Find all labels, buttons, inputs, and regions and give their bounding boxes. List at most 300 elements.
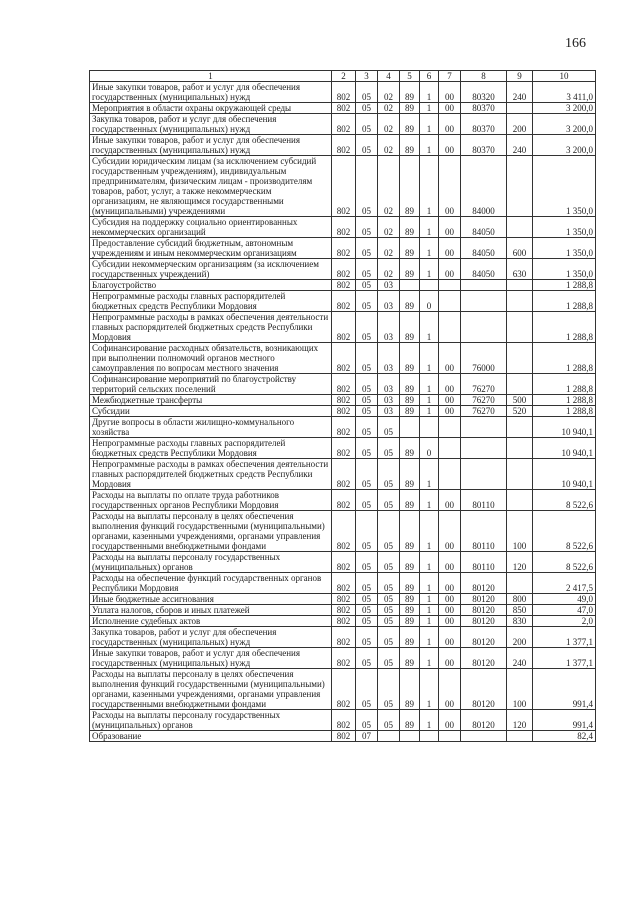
direction-code-cell: 80370 (461, 103, 507, 114)
amount-cell: 1 288,8 (533, 312, 596, 343)
subprogram-code-cell: 1 (420, 395, 439, 406)
row-description: Субсидии некоммерческим организациям (за исключением государственных учреждений) (90, 259, 332, 280)
program-code-cell: 89 (400, 605, 420, 616)
section-code-cell: 05 (356, 259, 378, 280)
subsection-code-cell: 05 (378, 605, 400, 616)
direction-code-cell: 80120 (461, 710, 507, 731)
event-code-cell: 00 (439, 669, 461, 710)
program-code-cell: 89 (400, 374, 420, 395)
row-description: Расходы на выплаты персоналу в целях обеспечения выполнения функций государственными (муниципальными) органами, казенными учреждениями, органами управления государственными внебюджетными фондами (90, 511, 332, 552)
subsection-code-cell: 05 (378, 459, 400, 490)
program-code-cell: 89 (400, 291, 420, 312)
budget-table (89, 70, 596, 742)
admin-code-cell: 802 (332, 395, 356, 406)
event-code-cell: 00 (439, 103, 461, 114)
amount-cell: 8 522,6 (533, 552, 596, 573)
event-code-cell: 00 (439, 156, 461, 217)
amount-cell: 1 350,0 (533, 259, 596, 280)
event-code-cell (439, 312, 461, 343)
event-code-cell: 00 (439, 511, 461, 552)
program-code-cell: 89 (400, 238, 420, 259)
subprogram-code-cell: 1 (420, 217, 439, 238)
column-header: 4 (378, 71, 400, 82)
subsection-code-cell: 02 (378, 238, 400, 259)
event-code-cell: 00 (439, 594, 461, 605)
section-code-cell: 05 (356, 291, 378, 312)
table-row (90, 406, 596, 417)
row-description: Иные закупки товаров, работ и услуг для обеспечения государственных (муниципальных) нужд (90, 135, 332, 156)
table-body (90, 82, 596, 742)
subprogram-code-cell: 1 (420, 648, 439, 669)
row-description: Межбюджетные трансферты (90, 395, 332, 406)
event-code-cell: 00 (439, 217, 461, 238)
section-code-cell: 05 (356, 103, 378, 114)
event-code-cell (439, 438, 461, 459)
section-code-cell: 05 (356, 374, 378, 395)
direction-code-cell: 80120 (461, 594, 507, 605)
direction-code-cell: 76270 (461, 395, 507, 406)
expense-type-code-cell: 850 (507, 605, 533, 616)
section-code-cell: 05 (356, 417, 378, 438)
direction-code-cell: 80120 (461, 616, 507, 627)
row-description: Непрограммные расходы главных распорядителей бюджетных средств Республики Мордовия (90, 438, 332, 459)
program-code-cell: 89 (400, 343, 420, 374)
section-code-cell: 05 (356, 459, 378, 490)
amount-cell: 49,0 (533, 594, 596, 605)
table-row (90, 669, 596, 710)
section-code-cell: 05 (356, 616, 378, 627)
page-number: 166 (565, 36, 586, 51)
event-code-cell (439, 280, 461, 291)
expense-type-code-cell: 240 (507, 648, 533, 669)
direction-code-cell: 80120 (461, 669, 507, 710)
subprogram-code-cell: 1 (420, 669, 439, 710)
expense-type-code-cell: 100 (507, 669, 533, 710)
admin-code-cell: 802 (332, 343, 356, 374)
row-description: Исполнение судебных актов (90, 616, 332, 627)
subprogram-code-cell: 1 (420, 103, 439, 114)
section-code-cell: 05 (356, 114, 378, 135)
section-code-cell: 05 (356, 710, 378, 731)
expense-type-code-cell (507, 291, 533, 312)
subsection-code-cell: 05 (378, 438, 400, 459)
subsection-code-cell: 02 (378, 217, 400, 238)
admin-code-cell: 802 (332, 594, 356, 605)
amount-cell: 10 940,1 (533, 459, 596, 490)
row-description: Образование (90, 731, 332, 742)
event-code-cell: 00 (439, 114, 461, 135)
section-code-cell: 05 (356, 669, 378, 710)
direction-code-cell: 76270 (461, 406, 507, 417)
program-code-cell: 89 (400, 406, 420, 417)
subsection-code-cell: 05 (378, 710, 400, 731)
table-row (90, 291, 596, 312)
section-code-cell: 05 (356, 594, 378, 605)
table-row (90, 459, 596, 490)
row-description: Софинансирование мероприятий по благоустройству территорий сельских поселений (90, 374, 332, 395)
subprogram-code-cell: 1 (420, 312, 439, 343)
subprogram-code-cell: 1 (420, 627, 439, 648)
direction-code-cell: 80120 (461, 627, 507, 648)
section-code-cell: 05 (356, 343, 378, 374)
direction-code-cell: 80370 (461, 114, 507, 135)
program-code-cell: 89 (400, 573, 420, 594)
table-row (90, 103, 596, 114)
row-description: Предоставление субсидий бюджетным, автономным учреждениям и иным некоммерческим организациям (90, 238, 332, 259)
table-row (90, 82, 596, 103)
event-code-cell: 00 (439, 395, 461, 406)
admin-code-cell: 802 (332, 217, 356, 238)
row-description: Непрограммные расходы главных распорядителей бюджетных средств Республики Мордовия (90, 291, 332, 312)
program-code-cell: 89 (400, 135, 420, 156)
column-header: 6 (420, 71, 439, 82)
amount-cell: 1 288,8 (533, 395, 596, 406)
program-code-cell (400, 280, 420, 291)
direction-code-cell (461, 438, 507, 459)
direction-code-cell: 76000 (461, 343, 507, 374)
expense-type-code-cell: 200 (507, 627, 533, 648)
admin-code-cell: 802 (332, 573, 356, 594)
admin-code-cell: 802 (332, 605, 356, 616)
amount-cell: 3 200,0 (533, 114, 596, 135)
subprogram-code-cell: 1 (420, 406, 439, 417)
expense-type-code-cell (507, 490, 533, 511)
subprogram-code-cell: 0 (420, 438, 439, 459)
subprogram-code-cell: 1 (420, 135, 439, 156)
admin-code-cell: 802 (332, 459, 356, 490)
direction-code-cell: 80370 (461, 135, 507, 156)
section-code-cell: 05 (356, 511, 378, 552)
expense-type-code-cell (507, 459, 533, 490)
expense-type-code-cell: 520 (507, 406, 533, 417)
section-code-cell: 05 (356, 135, 378, 156)
direction-code-cell: 80120 (461, 648, 507, 669)
amount-cell: 10 940,1 (533, 438, 596, 459)
table-row (90, 594, 596, 605)
expense-type-code-cell: 600 (507, 238, 533, 259)
expense-type-code-cell (507, 374, 533, 395)
admin-code-cell: 802 (332, 156, 356, 217)
subprogram-code-cell: 1 (420, 343, 439, 374)
amount-cell: 8 522,6 (533, 511, 596, 552)
table-row (90, 280, 596, 291)
direction-code-cell (461, 459, 507, 490)
column-header: 10 (533, 71, 596, 82)
program-code-cell: 89 (400, 669, 420, 710)
direction-code-cell (461, 280, 507, 291)
table-row (90, 573, 596, 594)
expense-type-code-cell: 200 (507, 114, 533, 135)
row-description: Иные закупки товаров, работ и услуг для обеспечения государственных (муниципальных) нужд (90, 648, 332, 669)
admin-code-cell: 802 (332, 552, 356, 573)
direction-code-cell (461, 312, 507, 343)
row-description: Расходы на выплаты персоналу в целях обеспечения выполнения функций государственными (муниципальными) органами, казенными учреждениями, органами управления государственными внебюджетными фондами (90, 669, 332, 710)
direction-code-cell: 80110 (461, 511, 507, 552)
section-code-cell: 05 (356, 395, 378, 406)
row-description: Расходы на обеспечение функций государственных органов Республики Мордовия (90, 573, 332, 594)
expense-type-code-cell: 500 (507, 395, 533, 406)
table-row (90, 731, 596, 742)
expense-type-code-cell (507, 156, 533, 217)
program-code-cell: 89 (400, 82, 420, 103)
subsection-code-cell: 05 (378, 616, 400, 627)
row-description: Расходы на выплаты по оплате труда работников государственных органов Республики Мордовия (90, 490, 332, 511)
program-code-cell: 89 (400, 217, 420, 238)
table-row (90, 135, 596, 156)
subsection-code-cell (378, 731, 400, 742)
table-row (90, 395, 596, 406)
admin-code-cell: 802 (332, 374, 356, 395)
admin-code-cell: 802 (332, 135, 356, 156)
subprogram-code-cell: 1 (420, 490, 439, 511)
column-header: 8 (461, 71, 507, 82)
expense-type-code-cell: 240 (507, 82, 533, 103)
program-code-cell: 89 (400, 312, 420, 343)
event-code-cell: 00 (439, 616, 461, 627)
amount-cell: 82,4 (533, 731, 596, 742)
subsection-code-cell: 02 (378, 259, 400, 280)
direction-code-cell: 84050 (461, 217, 507, 238)
column-header: 5 (400, 71, 420, 82)
table-row (90, 627, 596, 648)
subprogram-code-cell (420, 731, 439, 742)
direction-code-cell: 80120 (461, 573, 507, 594)
program-code-cell: 89 (400, 648, 420, 669)
row-description: Уплата налогов, сборов и иных платежей (90, 605, 332, 616)
table-row (90, 417, 596, 438)
event-code-cell: 00 (439, 82, 461, 103)
row-description: Субсидии юридическим лицам (за исключением субсидий государственным учреждениям), индивидуальным предпринимателям, физическим лицам - производителям товаров, работ, услуг, а также некоммерческим организациям, не являющимся государственными (муниципальными) учреждениями (90, 156, 332, 217)
admin-code-cell: 802 (332, 280, 356, 291)
admin-code-cell: 802 (332, 490, 356, 511)
program-code-cell: 89 (400, 616, 420, 627)
subprogram-code-cell: 1 (420, 82, 439, 103)
section-code-cell: 05 (356, 217, 378, 238)
expense-type-code-cell (507, 731, 533, 742)
event-code-cell: 00 (439, 374, 461, 395)
row-description: Непрограммные расходы в рамках обеспечения деятельности главных распорядителей бюджетных средств Республики Мордовия (90, 459, 332, 490)
table-header (90, 71, 596, 82)
table-row (90, 217, 596, 238)
subsection-code-cell: 03 (378, 312, 400, 343)
subsection-code-cell: 02 (378, 156, 400, 217)
admin-code-cell: 802 (332, 82, 356, 103)
table-row (90, 343, 596, 374)
program-code-cell: 89 (400, 438, 420, 459)
row-description: Закупка товаров, работ и услуг для обеспечения государственных (муниципальных) нужд (90, 627, 332, 648)
subprogram-code-cell: 1 (420, 238, 439, 259)
subsection-code-cell: 03 (378, 280, 400, 291)
amount-cell: 1 288,8 (533, 280, 596, 291)
section-code-cell: 05 (356, 280, 378, 291)
section-code-cell: 05 (356, 438, 378, 459)
direction-code-cell: 84000 (461, 156, 507, 217)
event-code-cell (439, 459, 461, 490)
event-code-cell: 00 (439, 406, 461, 417)
expense-type-code-cell (507, 573, 533, 594)
program-code-cell: 89 (400, 627, 420, 648)
program-code-cell (400, 417, 420, 438)
amount-cell: 3 411,0 (533, 82, 596, 103)
subsection-code-cell: 02 (378, 135, 400, 156)
event-code-cell: 00 (439, 648, 461, 669)
table-row (90, 374, 596, 395)
row-description: Благоустройство (90, 280, 332, 291)
expense-type-code-cell (507, 217, 533, 238)
table-row (90, 710, 596, 731)
direction-code-cell: 80120 (461, 605, 507, 616)
section-code-cell: 05 (356, 406, 378, 417)
section-code-cell: 05 (356, 238, 378, 259)
program-code-cell (400, 731, 420, 742)
event-code-cell: 00 (439, 343, 461, 374)
row-description: Субсидия на поддержку социально ориентированных некоммерческих организаций (90, 217, 332, 238)
expense-type-code-cell: 100 (507, 511, 533, 552)
program-code-cell: 89 (400, 259, 420, 280)
subsection-code-cell: 02 (378, 114, 400, 135)
column-header: 3 (356, 71, 378, 82)
admin-code-cell: 802 (332, 103, 356, 114)
table-row (90, 511, 596, 552)
subsection-code-cell: 05 (378, 552, 400, 573)
subprogram-code-cell: 1 (420, 511, 439, 552)
subsection-code-cell: 05 (378, 594, 400, 605)
program-code-cell: 89 (400, 114, 420, 135)
event-code-cell: 00 (439, 259, 461, 280)
amount-cell: 2 417,5 (533, 573, 596, 594)
amount-cell: 1 350,0 (533, 156, 596, 217)
row-description: Расходы на выплаты персоналу государственных (муниципальных) органов (90, 552, 332, 573)
column-header: 7 (439, 71, 461, 82)
subprogram-code-cell: 1 (420, 114, 439, 135)
expense-type-code-cell: 120 (507, 552, 533, 573)
expense-type-code-cell: 830 (507, 616, 533, 627)
direction-code-cell: 84050 (461, 238, 507, 259)
section-code-cell: 05 (356, 312, 378, 343)
event-code-cell (439, 731, 461, 742)
subprogram-code-cell: 1 (420, 605, 439, 616)
expense-type-code-cell (507, 417, 533, 438)
direction-code-cell: 80320 (461, 82, 507, 103)
expense-type-code-cell (507, 103, 533, 114)
header-row (90, 71, 596, 82)
amount-cell: 8 522,6 (533, 490, 596, 511)
admin-code-cell: 802 (332, 731, 356, 742)
subprogram-code-cell: 1 (420, 156, 439, 217)
row-description: Другие вопросы в области жилищно-коммунального хозяйства (90, 417, 332, 438)
table-row (90, 312, 596, 343)
direction-code-cell (461, 291, 507, 312)
column-header: 9 (507, 71, 533, 82)
subsection-code-cell: 03 (378, 343, 400, 374)
subprogram-code-cell: 1 (420, 573, 439, 594)
direction-code-cell: 80110 (461, 552, 507, 573)
table-row (90, 605, 596, 616)
event-code-cell: 00 (439, 627, 461, 648)
subprogram-code-cell: 1 (420, 459, 439, 490)
row-description: Иные закупки товаров, работ и услуг для обеспечения государственных (муниципальных) нужд (90, 82, 332, 103)
amount-cell: 1 350,0 (533, 217, 596, 238)
amount-cell: 1 288,8 (533, 291, 596, 312)
table-row (90, 648, 596, 669)
amount-cell: 3 200,0 (533, 103, 596, 114)
program-code-cell: 89 (400, 511, 420, 552)
program-code-cell: 89 (400, 395, 420, 406)
section-code-cell: 07 (356, 731, 378, 742)
expense-type-code-cell (507, 343, 533, 374)
subprogram-code-cell: 1 (420, 374, 439, 395)
amount-cell: 1 288,8 (533, 343, 596, 374)
event-code-cell: 00 (439, 238, 461, 259)
table-row (90, 238, 596, 259)
subprogram-code-cell: 1 (420, 594, 439, 605)
event-code-cell: 00 (439, 710, 461, 731)
event-code-cell: 00 (439, 605, 461, 616)
subsection-code-cell: 03 (378, 395, 400, 406)
row-description: Субсидии (90, 406, 332, 417)
subprogram-code-cell: 1 (420, 259, 439, 280)
table-row (90, 259, 596, 280)
table-row (90, 490, 596, 511)
amount-cell: 1 377,1 (533, 648, 596, 669)
row-description: Расходы на выплаты персоналу государственных (муниципальных) органов (90, 710, 332, 731)
subsection-code-cell: 03 (378, 406, 400, 417)
expense-type-code-cell: 630 (507, 259, 533, 280)
amount-cell: 47,0 (533, 605, 596, 616)
amount-cell: 1 288,8 (533, 374, 596, 395)
expense-type-code-cell: 120 (507, 710, 533, 731)
direction-code-cell: 84050 (461, 259, 507, 280)
subsection-code-cell: 02 (378, 103, 400, 114)
table-row (90, 438, 596, 459)
subprogram-code-cell (420, 280, 439, 291)
program-code-cell: 89 (400, 459, 420, 490)
admin-code-cell: 802 (332, 238, 356, 259)
program-code-cell: 89 (400, 490, 420, 511)
section-code-cell: 05 (356, 82, 378, 103)
admin-code-cell: 802 (332, 616, 356, 627)
admin-code-cell: 802 (332, 438, 356, 459)
admin-code-cell: 802 (332, 114, 356, 135)
direction-code-cell: 80110 (461, 490, 507, 511)
event-code-cell: 00 (439, 552, 461, 573)
subsection-code-cell: 03 (378, 374, 400, 395)
event-code-cell: 00 (439, 573, 461, 594)
admin-code-cell: 802 (332, 710, 356, 731)
amount-cell: 10 940,1 (533, 417, 596, 438)
event-code-cell: 00 (439, 490, 461, 511)
direction-code-cell: 76270 (461, 374, 507, 395)
subsection-code-cell: 05 (378, 648, 400, 669)
subprogram-code-cell (420, 417, 439, 438)
subsection-code-cell: 03 (378, 291, 400, 312)
column-header: 1 (90, 71, 332, 82)
section-code-cell: 05 (356, 156, 378, 217)
section-code-cell: 05 (356, 648, 378, 669)
subsection-code-cell: 05 (378, 511, 400, 552)
column-header: 2 (332, 71, 356, 82)
admin-code-cell: 802 (332, 511, 356, 552)
direction-code-cell (461, 731, 507, 742)
subsection-code-cell: 05 (378, 417, 400, 438)
admin-code-cell: 802 (332, 291, 356, 312)
event-code-cell (439, 291, 461, 312)
expense-type-code-cell (507, 438, 533, 459)
admin-code-cell: 802 (332, 648, 356, 669)
row-description: Иные бюджетные ассигнования (90, 594, 332, 605)
subprogram-code-cell: 1 (420, 616, 439, 627)
program-code-cell: 89 (400, 710, 420, 731)
